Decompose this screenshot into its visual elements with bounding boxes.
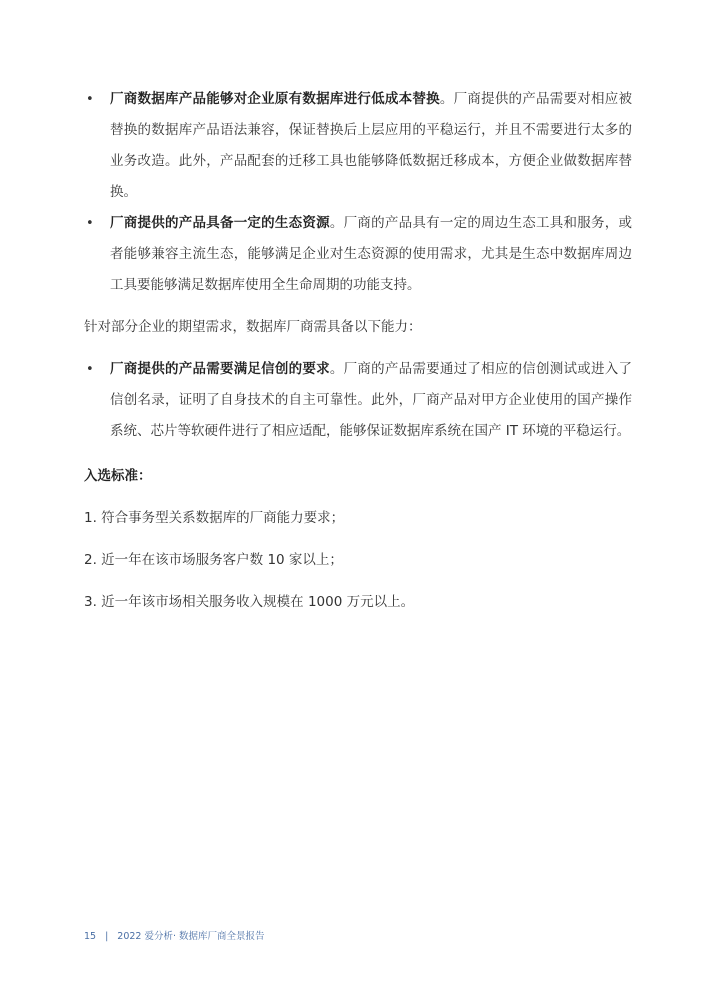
bullet-title: 厂商提供的产品具备一定的生态资源 xyxy=(110,215,330,231)
report-title: 2022 爱分析· 数据库厂商全景报告 xyxy=(117,931,265,942)
criteria-item: 1. 符合事务型关系数据库的厂商能力要求； xyxy=(84,510,345,526)
bullet-icon: • xyxy=(86,362,94,377)
criteria-item: 2. 近一年在该市场服务客户数 10 家以上； xyxy=(84,552,343,568)
criteria-item: 3. 近一年该市场相关服务收入规模在 1000 万元以上。 xyxy=(84,594,415,610)
bullet-body: 。厂商提供的产品需要对相应被替换的数据库产品语法兼容，保证替换后上层应用的平稳运行，并且不需要进行太多的业务改造。此外，产品配套的迁移工具也能够降低数据迁移成本，方便企业做数据库替换。 xyxy=(110,91,633,200)
bullet-title: 厂商提供的产品需要满足信创的要求 xyxy=(110,361,330,377)
page-number: 15 xyxy=(84,931,97,942)
list-item xyxy=(84,84,632,208)
page-footer xyxy=(84,930,265,944)
bullet-text xyxy=(110,84,632,208)
bullet-icon: • xyxy=(86,92,94,107)
bullet-text xyxy=(110,354,632,447)
criteria-heading: 入选标准： xyxy=(84,468,152,484)
bullet-icon: • xyxy=(86,216,94,231)
bullet-text xyxy=(110,208,632,301)
list-item xyxy=(84,208,632,301)
bullet-title: 厂商数据库产品能够对企业原有数据库进行低成本替换 xyxy=(110,91,440,107)
bullet-body: 。厂商的产品具有一定的周边生态工具和服务，或者能够兼容主流生态，能够满足企业对生态资源的使用需求，尤其是生态中数据库周边工具要能够满足数据库使用全生命周期的功能支持。 xyxy=(110,215,633,293)
bullet-body: 。厂商的产品需要通过了相应的信创测试或进入了信创名录，证明了自身技术的自主可靠性。此外，厂商产品对甲方企业使用的国产操作系统、芯片等软硬件进行了相应适配，能够保证数据库系统在国产 IT 环境的平稳运行。 xyxy=(110,361,633,439)
footer-separator: | xyxy=(105,931,109,942)
list-item xyxy=(84,354,632,447)
page-content xyxy=(84,84,632,618)
intro-paragraph: 针对部分企业的期望需求，数据库厂商需具备以下能力： xyxy=(84,319,422,335)
